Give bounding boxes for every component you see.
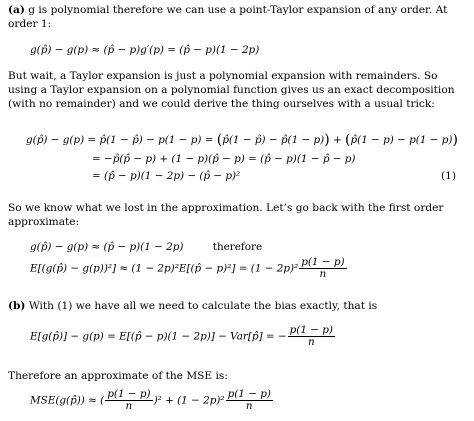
- right-big-paren: ): [324, 132, 330, 148]
- left-big-paren: (: [216, 132, 223, 148]
- fraction-numerator: p(1 − p): [107, 388, 151, 400]
- bias-fraction: [288, 325, 335, 348]
- part-a-label: (a): [8, 4, 25, 16]
- equation-first-order: g(p̂) − g(p) ≈ (p̂ − p)g′(p) = (p̂ − p)(1 − 2p): [30, 44, 260, 56]
- fraction-numerator: p(1 − p): [289, 324, 333, 336]
- bias-expression: E[g(p̂)] − g(p) = E[(p̂ − p)(1 − 2p)] − Var[p̂] = −: [30, 330, 287, 343]
- equation-approx-line-2: [30, 257, 466, 280]
- left-big-paren-2: (: [345, 132, 351, 148]
- equation-exact-line-2: = −p̂(p̂ − p) + (1 − p)(p̂ − p) = (p̂ − p)(1 − p̂ − p): [92, 153, 356, 165]
- equation-approx-line-1: [30, 241, 466, 255]
- exact-decomposition-left: g(p̂) − g(p) = p̂(1 − p̂) − p(1 − p) =: [26, 134, 214, 146]
- part-b-label: (b): [8, 300, 26, 312]
- part-b-text: With (1) we have all we need to calculate the bias exactly, that is: [28, 300, 378, 312]
- equation-exact-line-1: [26, 131, 466, 149]
- mse-fraction-1: [105, 389, 152, 412]
- plus-sign: +: [332, 134, 342, 146]
- mse-middle: )² + (1 − 2p)²: [153, 394, 225, 407]
- equation-number: (1): [440, 170, 456, 182]
- fraction-denominator: n: [245, 399, 253, 412]
- part-b-intro: [8, 300, 466, 314]
- fraction-denominator: n: [125, 399, 133, 412]
- exact-decomposition-term-1: p̂(1 − p̂) − p̂(1 − p): [222, 134, 325, 146]
- intro-text: g is polynomial therefore we can use a point-Taylor expansion of any order. At order 1:: [8, 4, 448, 30]
- squared-error-expression: E[(g(p̂) − g(p))²] ≈ (1 − 2p)²E[(p̂ − p)²] = (1 − 2p)²: [30, 262, 299, 275]
- mse-left: MSE(g(p̂)) ≈ (: [30, 394, 105, 407]
- equation-bias: [30, 325, 466, 348]
- part-a-intro: [8, 4, 466, 32]
- fraction-numerator: p(1 − p): [227, 388, 271, 400]
- equation-exact-line-3: = (p̂ − p)(1 − 2p) − (p̂ − p)²: [92, 170, 241, 182]
- fraction-denominator: n: [319, 267, 327, 280]
- mse-paragraph: Therefore an approximate of the MSE is:: [8, 370, 228, 382]
- variance-fraction: [299, 257, 346, 280]
- fraction-numerator: p(1 − p): [301, 256, 345, 268]
- mse-fraction-2: [226, 389, 273, 412]
- right-big-paren-2: ): [452, 132, 458, 148]
- equation-mse: [30, 389, 466, 412]
- therefore-label: therefore: [212, 241, 263, 253]
- approximation-paragraph: So we know what we lost in the approximation. Let’s go back with the first order approximate:: [8, 202, 444, 228]
- exact-decomposition-term-2: p̂(1 − p) − p(1 − p): [350, 134, 453, 146]
- fraction-denominator: n: [307, 335, 315, 348]
- taylor-remainder-paragraph: But wait, a Taylor expansion is just a polynomial expansion with remainders. So using a Taylor expansion on a polynomial function gives us an exact decomposition (with no remainder) and we could derive the thing ourselves with a usual trick:: [8, 70, 455, 110]
- approx-expression: g(p̂) − g(p) ≈ (p̂ − p)(1 − 2p): [30, 241, 184, 253]
